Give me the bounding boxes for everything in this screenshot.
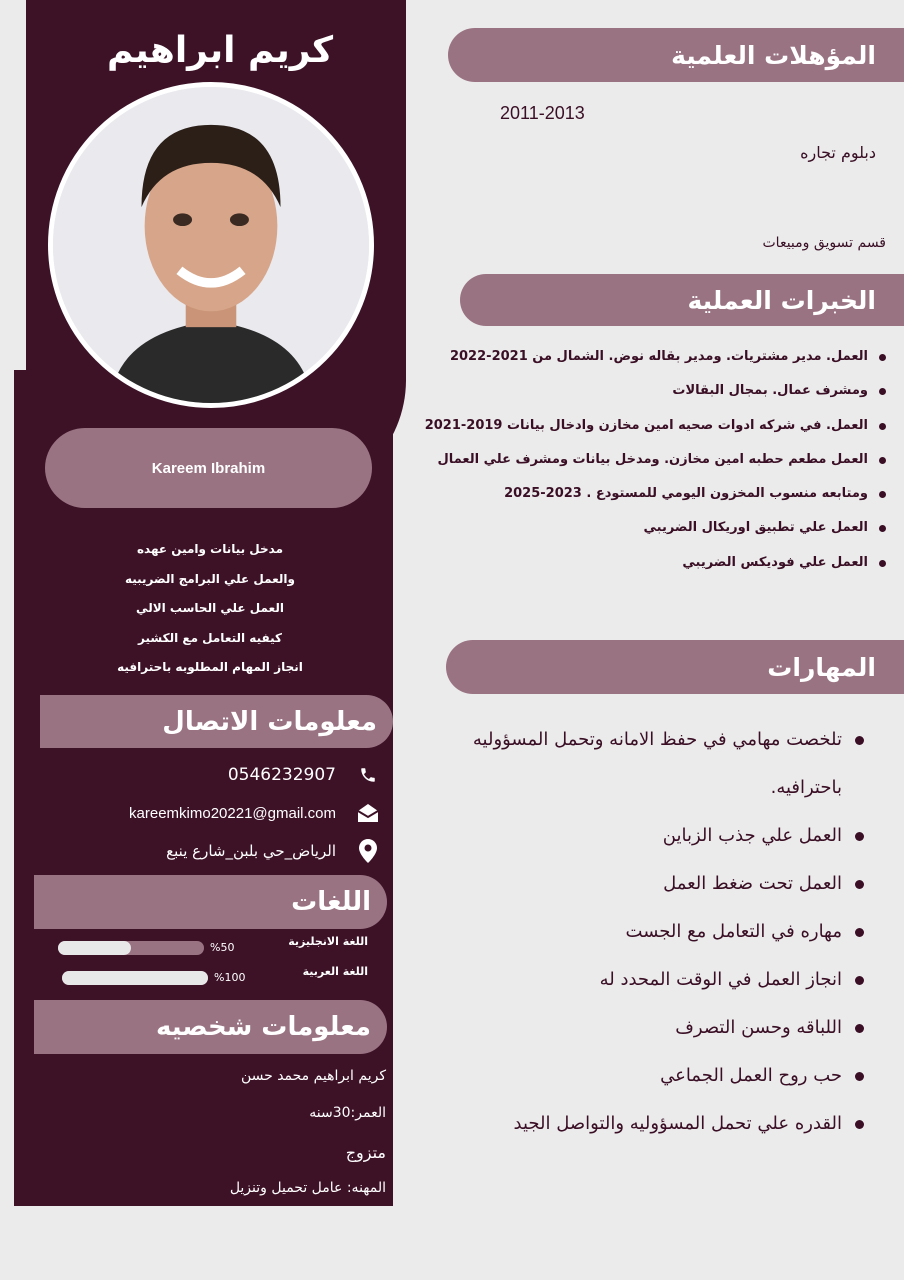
qualification-years: 2011-2013 xyxy=(500,103,585,123)
profile-photo xyxy=(48,82,374,408)
personal-full-name: كريم ابراهيم محمد حسن xyxy=(240,1068,386,1084)
skill-item: العمل علي جذب الزباين xyxy=(460,812,870,860)
language-english xyxy=(50,935,380,959)
language-level-bar xyxy=(62,971,208,985)
email-address[interactable]: kareemkimo20221@gmail.com xyxy=(129,804,336,822)
skill-item: العمل تحت ضغط العمل xyxy=(460,860,870,908)
address-row xyxy=(60,836,380,866)
summary-item: العمل علي الحاسب الالي xyxy=(136,601,284,615)
contact-section-title: معلومات الاتصال xyxy=(40,695,393,748)
skill-item: اللباقه وحسن التصرف xyxy=(460,1004,870,1052)
experience-item: العمل علي فوديكس الضريبي xyxy=(380,546,890,580)
qualification-department: قسم تسويق ومبيعات xyxy=(762,235,886,251)
summary-list xyxy=(40,535,380,683)
skill-item: القدره علي تحمل المسؤوليه والتواصل الجيد xyxy=(460,1100,870,1148)
person-avatar-icon xyxy=(53,87,369,403)
name-english-pill: Kareem Ibrahim xyxy=(45,428,372,508)
location-pin-icon xyxy=(356,839,380,863)
summary-item: والعمل علي البرامج الضريبيه xyxy=(124,571,296,586)
language-level-fill xyxy=(58,941,131,955)
skill-item: انجاز العمل في الوقت المحدد له xyxy=(460,956,870,1004)
summary-item: انجاز المهام المطلوبه باحترافيه xyxy=(117,660,303,674)
skills-section-title: المهارات xyxy=(446,640,904,694)
languages-section-title: اللغات xyxy=(34,875,387,929)
skill-item: تلخصت مهامي في حفظ الامانه وتحمل المسؤوليه باحترافيه. xyxy=(460,716,870,812)
summary-item: كيفيه التعامل مع الكشير xyxy=(138,630,282,645)
experience-item: العمل مطعم حطبه امين مخازن. ومدخل بيانات ومشرف علي العمال xyxy=(380,443,890,477)
experience-list xyxy=(380,340,890,580)
name-arabic: كريم ابراهيم xyxy=(106,30,334,71)
experience-item: ومشرف عمال. بمجال البقالات xyxy=(380,374,890,408)
language-percent: %50 xyxy=(210,941,235,954)
experience-section-title: الخبرات العملية xyxy=(460,274,904,326)
language-level-bar xyxy=(58,941,204,955)
personal-age: العمر:30سنه xyxy=(309,1105,386,1121)
language-name: اللغة الانجليزية xyxy=(288,935,368,948)
skills-list xyxy=(460,716,870,1148)
address-text: الرياض_حي بلبن_شارع ينبع xyxy=(166,842,336,860)
language-name: اللغة العربية xyxy=(302,965,368,978)
summary-item: مدخل بيانات وامين عهده xyxy=(136,542,284,556)
experience-item: العمل. مدير مشتريات. ومدير بقاله نوض. الشمال من 2021-2022 xyxy=(380,340,890,374)
envelope-icon xyxy=(356,801,380,825)
email-row xyxy=(60,798,380,828)
skill-item: مهاره في التعامل مع الجست xyxy=(460,908,870,956)
personal-job: المهنه: عامل تحميل وتنزيل xyxy=(229,1180,386,1196)
experience-item: العمل. في شركه ادوات صحيه امين مخازن وادخال بيانات 2019-2021 xyxy=(380,409,890,443)
language-percent: %100 xyxy=(214,971,246,984)
experience-item: ومتابعه منسوب المخزون اليومي للمستودع . 2023-2025 xyxy=(380,477,890,511)
personal-section-title: معلومات شخصيه xyxy=(34,1000,387,1054)
skill-item: حب روح العمل الجماعي xyxy=(460,1052,870,1100)
language-arabic xyxy=(50,965,380,989)
phone-number[interactable]: 0546232907 xyxy=(227,765,336,785)
phone-icon xyxy=(356,763,380,787)
qualifications-section-title: المؤهلات العلمية xyxy=(448,28,904,82)
personal-marital-status: متزوج xyxy=(345,1143,386,1162)
language-level-fill xyxy=(62,971,208,985)
phone-row xyxy=(60,760,380,790)
experience-item: العمل علي تطبيق اوريكال الضريبي xyxy=(380,511,890,545)
qualification-degree: دبلوم تجاره xyxy=(800,143,876,162)
